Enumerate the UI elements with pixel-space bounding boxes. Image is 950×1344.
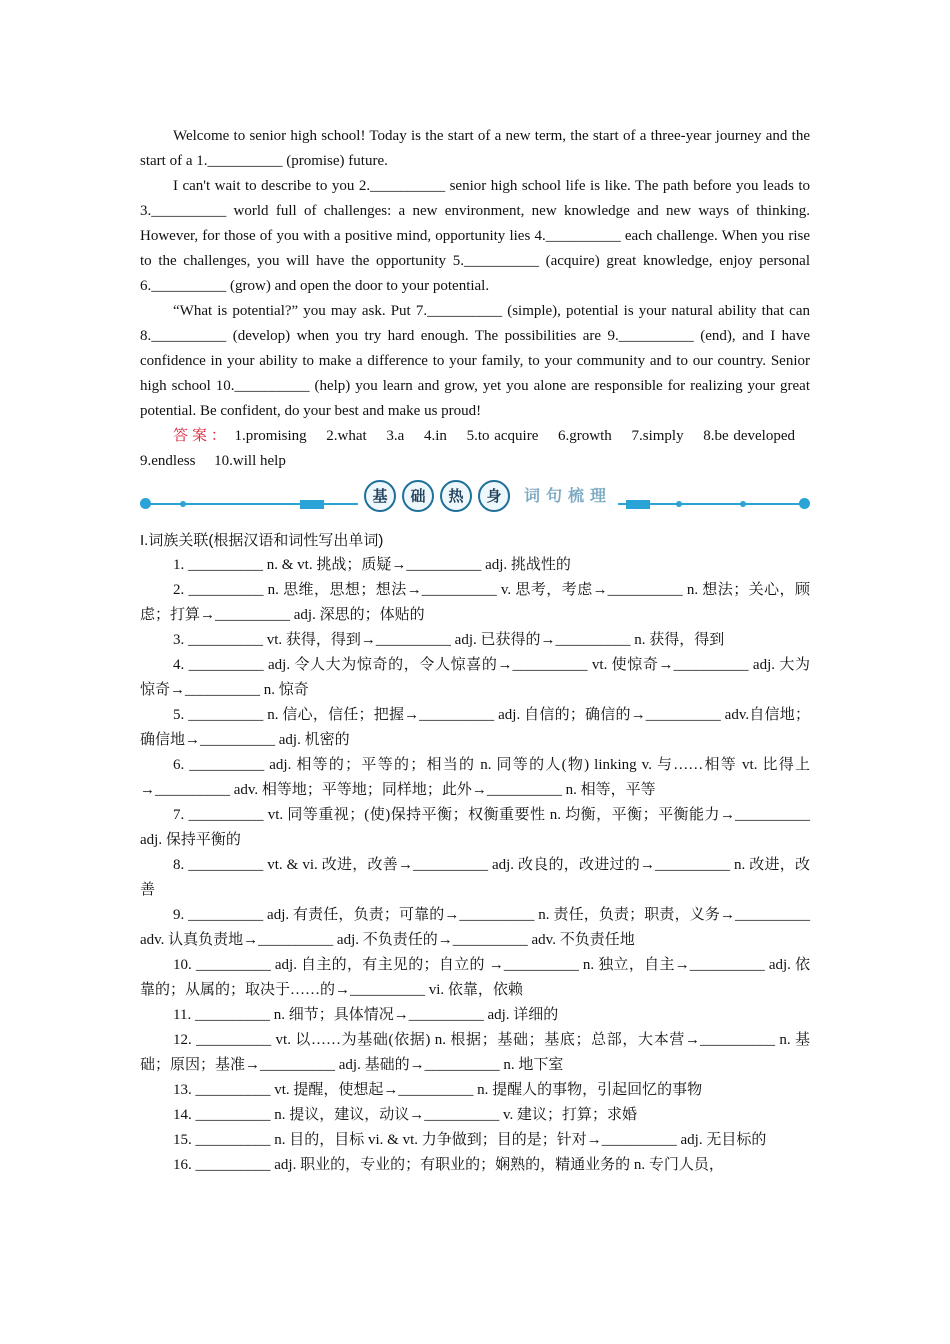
banner-char: 础 xyxy=(402,480,434,512)
list-item: 8. __________ vt. & vi. 改进，改善→__________ adj. 改良的，改进过的→__________ n. 改进，改善 xyxy=(140,857,810,898)
list-item: 2. __________ n. 思维，思想；想法→__________ v. 思考，考虑→__________ n. 想法；关心，顾虑；打算→__________ adj. 深思的；体贴的 xyxy=(140,582,810,623)
passage-paragraph-2: I can't wait to describe to you 2.__________ senior high school life is like. The path before you leads to 3.__________ world full of challenges: a new environment, new knowledge and new ways of thinking. However, for those of you with a positive mind, opportunity lies 4.__________ each challenge. When you rise to the challenges, you will have the opportunity 5.__________ (acquire) great knowledge, enjoy personal 6.__________ (grow) and open the door to your potential. xyxy=(140,178,810,294)
list-item: 11. __________ n. 细节；具体情况→__________ adj. 详细的 xyxy=(173,1007,559,1023)
answer-label: 答案： xyxy=(173,428,230,444)
list-item: 13. __________ vt. 提醒，使想起→__________ n. 提醒人的事物，引起回忆的事物 xyxy=(173,1082,703,1098)
list-item: 15. __________ n. 目的，目标 vi. & vt. 力争做到；目的是；针对→__________ adj. 无目标的 xyxy=(173,1132,767,1148)
banner-small-dot-icon xyxy=(180,501,186,507)
banner-char: 热 xyxy=(440,480,472,512)
banner-dot-right-icon xyxy=(799,498,810,509)
banner-subtitle: 词句梳理 xyxy=(524,486,613,505)
banner-small-dot-icon xyxy=(676,501,682,507)
list-item: 3. __________ vt. 获得，得到→__________ adj. 已获得的→__________ n. 获得，得到 xyxy=(173,632,725,648)
word-family-list xyxy=(140,553,810,1178)
list-item: 14. __________ n. 提议，建议，动议→__________ v. 建议；打算；求婚 xyxy=(173,1107,638,1123)
answer-text: 1.promising 2.what 3.a 4.in 5.to acquire 6.growth 7.simply 8.be developed 9.endless 10.will help xyxy=(140,428,810,469)
list-item: 12. __________ vt. 以……为基础(依据) n. 根据；基础；基底；总部，大本营→__________ n. 基础；原因；基准→__________ adj. 基础的→__________ n. 地下室 xyxy=(140,1032,810,1073)
list-item: 4. __________ adj. 令人大为惊奇的，令人惊喜的→__________ vt. 使惊奇→__________ adj. 大为惊奇→__________ n. 惊奇 xyxy=(140,657,810,698)
list-item: 5. __________ n. 信心，信任；把握→__________ adj. 自信的；确信的→__________ adv.自信地；确信地→__________ adj. 机密的 xyxy=(140,707,810,748)
list-item: 1. __________ n. & vt. 挑战；质疑→__________ adj. 挑战性的 xyxy=(173,557,571,573)
banner-char: 基 xyxy=(364,480,396,512)
passage-paragraph-3: “What is potential?” you may ask. Put 7.__________ (simple), potential is your natural ability that can 8.__________ (develop) when you try hard enough. The possibilities are 9.__________ (end), and I have confidence in your ability to make a difference to your family, to your community and to our country. Senior high school 10.__________ (help) you learn and grow, yet you alone are responsible for realizing your great potential. Be confident, do your best and make us proud! xyxy=(140,303,810,419)
list-item: 9. __________ adj. 有责任，负责；可靠的→__________ n. 责任，负责；职责，义务→__________ adv. 认真负责地→__________ adj. 不负责任的→__________ adv. 不负责任地 xyxy=(140,907,810,948)
list-item: 10. __________ adj. 自主的，有主见的；自立的 →__________ n. 独立，自主→__________ adj. 依靠的；从属的；取决于……的→__________ vi. 依靠，依赖 xyxy=(140,957,810,998)
banner-small-dot-icon xyxy=(740,501,746,507)
list-item: 6. __________ adj. 相等的；平等的；相当的 n. 同等的人(物) linking v. 与……相等 vt. 比得上→__________ adv. 相等地；平等地；同样地；此外→__________ n. 相等，平等 xyxy=(140,757,810,798)
banner-char: 身 xyxy=(478,480,510,512)
banner-title xyxy=(358,480,618,512)
passage-paragraph-1: Welcome to senior high school! Today is the start of a new term, the start of a three‑year journey and the start of a 1.__________ (promise) future. xyxy=(140,128,810,169)
section-banner xyxy=(140,478,810,518)
list-item: 7. __________ vt. 同等重视；(使)保持平衡；权衡重要性 n. 均衡，平衡；平衡能力→__________ adj. 保持平衡的 xyxy=(140,807,810,848)
document-page xyxy=(140,124,810,1178)
banner-bar-icon xyxy=(300,500,324,509)
section-title: I.词族关联(根据汉语和词性写出单词) xyxy=(140,532,384,549)
banner-bar-icon xyxy=(626,500,650,509)
list-item: 16. __________ adj. 职业的，专业的；有职业的；娴熟的，精通业务的 n. 专门人员， xyxy=(173,1157,724,1173)
answer-line xyxy=(140,424,810,474)
banner-dot-left-icon xyxy=(140,498,151,509)
